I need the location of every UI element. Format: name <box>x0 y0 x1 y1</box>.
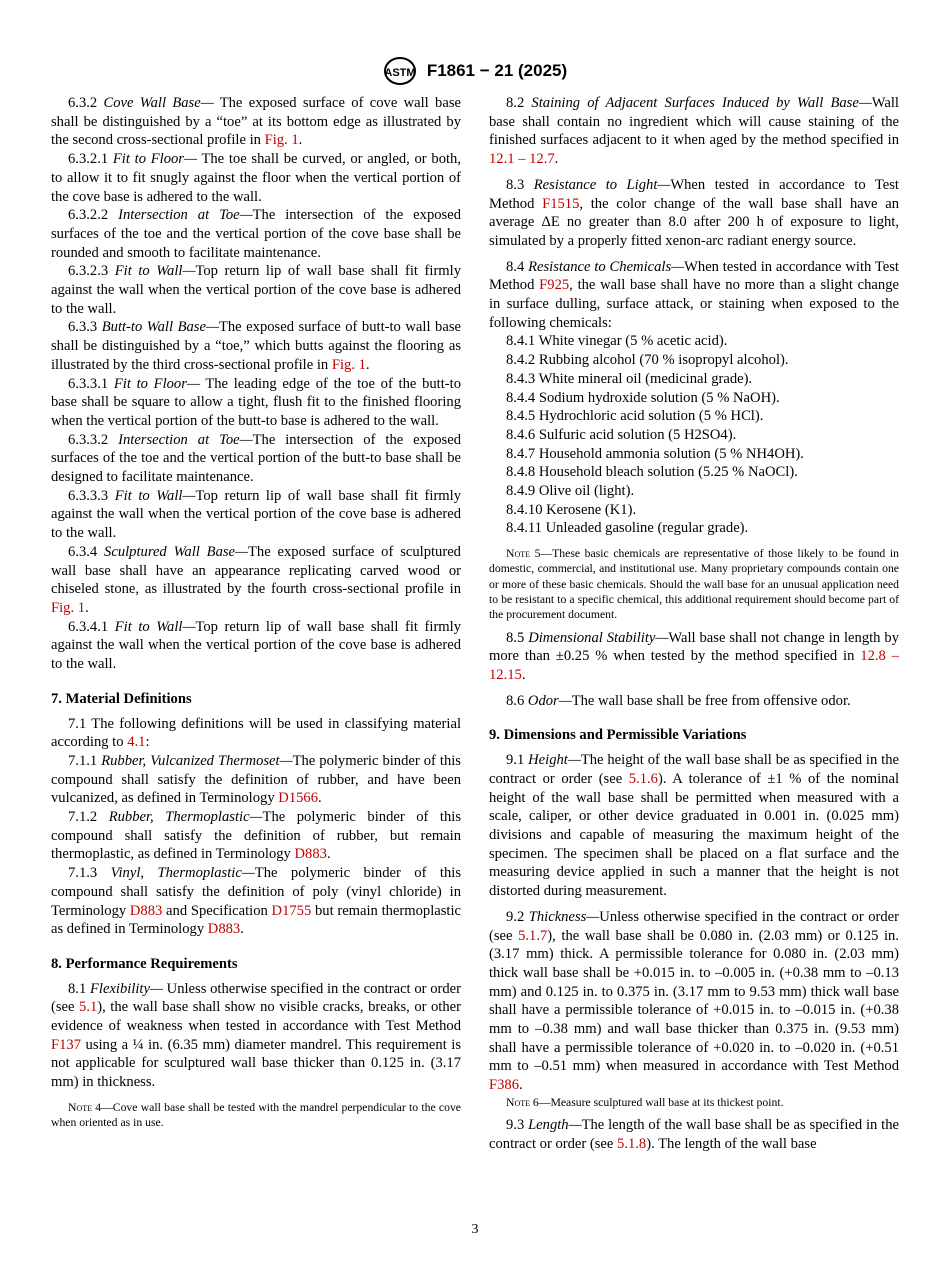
section-9-heading: 9. Dimensions and Permissible Variations <box>489 727 747 744</box>
note-6: Note 6—Measure sculptured wall base at its thickest point. <box>506 1095 784 1109</box>
section-8-2: 8.2 Staining of Adjacent Surfaces Induced by Wall Base—Wall base shall contain no ingredient which will cause staining of the finished surfaces adjacent to it when aged by the method specified in 12.1 – 12.7. <box>489 95 899 168</box>
chemical-item: 8.4.5 Hydrochloric acid solution (5 % HCl). <box>506 408 764 425</box>
f1515-link[interactable]: F1515 <box>542 195 580 212</box>
section-8-1: 8.1 Flexibility— Unless otherwise specified in the contract or order (see 5.1), the wall base shall show no visible cracks, breaks, or other evidence of weakness when tested in accordance with Test Method F137 using a ¼ in. (6.35 mm) diameter mandrel. This requirement is not applicable for sculptured wall base thicker than 0.125 in. (3.17 mm) in thickness. <box>51 980 461 1091</box>
chemical-item: 8.4.3 White mineral oil (medicinal grade). <box>506 370 753 387</box>
d1566-link[interactable]: D1566 <box>278 790 319 807</box>
section-4-1-link[interactable]: 4.1 <box>127 734 146 751</box>
chemical-item: 8.4.4 Sodium hydroxide solution (5 % NaOH). <box>506 389 780 406</box>
section-8-6: 8.6 Odor—The wall base shall be free from offensive odor. <box>506 692 851 709</box>
section-7-1-1: 7.1.1 Rubber, Vulcanized Thermoset—The polymeric binder of this compound shall satisfy the definition of rubber, and have been vulcanized, as defined in Terminology D1566. <box>51 752 461 807</box>
section-8-heading: 8. Performance Requirements <box>51 955 238 972</box>
section-8-3: 8.3 Resistance to Light—When tested in accordance to Test Method F1515, the color change of the wall base shall have an average ΔE no greater than 8.0 after 200 h of exposure to light, simulated by a properly fitted xenon-arc radiant energy source. <box>489 176 899 249</box>
page-number: 3 <box>471 1222 479 1237</box>
section-6-3-4: 6.3.4 Sculptured Wall Base—The exposed surface of sculptured wall base shall have an appearance replicating carved wood or chiseled stone, as illustrated by the fourth cross-sectional profile in Fig. 1. <box>51 543 461 616</box>
right-column <box>489 94 899 1154</box>
f925-link[interactable]: F925 <box>539 277 570 294</box>
left-column <box>51 94 461 1136</box>
section-7-heading: 7. Material Definitions <box>51 690 192 707</box>
standard-designation: F1861 − 21 (2025) <box>426 61 568 80</box>
section-5-1-7-link[interactable]: 5.1.7 <box>518 927 548 944</box>
section-8-4: 8.4 Resistance to Chemicals—When tested in accordance with Test Method F925, the wall base shall have no more than a slight change in surface dulling, surface attack, or staining when exposed to the following chemicals: <box>489 258 899 331</box>
chemical-item: 8.4.10 Kerosene (K1). <box>506 501 637 518</box>
chemical-item: 8.4.11 Unleaded gasoline (regular grade). <box>506 520 749 537</box>
chemical-item: 8.4.6 Sulfuric acid solution (5 H2SO4). <box>506 426 737 443</box>
svg-text:ASTM: ASTM <box>384 67 416 79</box>
chemical-item: 8.4.9 Olive oil (light). <box>506 483 635 500</box>
d883-link[interactable]: D883 <box>129 902 163 919</box>
section-6-3-2: 6.3.2 Cove Wall Base— The exposed surface of cove wall base shall be distinguished by a “toe” at its bottom edge as illustrated by the second cross-sectional profile in Fig. 1. <box>51 95 461 149</box>
section-6-3-2-3: 6.3.2.3 Fit to Wall—Top return lip of wall base shall fit firmly against the wall when the vertical portion of the cove base is adhered to the wall. <box>51 263 462 317</box>
d1755-link[interactable]: D1755 <box>271 902 312 919</box>
section-6-3-3: 6.3.3 Butt-to Wall Base—The exposed surface of butt-to wall base shall be distinguished by a “toe,” which butts against the flooring as illustrated by the third cross-sectional profile in Fig. 1. <box>51 319 461 373</box>
section-7-1-3: 7.1.3 Vinyl, Thermoplastic—The polymeric binder of this compound shall satisfy the definition of poly (vinyl chloride) in Terminology D883 and Specification D1755 but remain thermoplastic as defined in Terminology D883. <box>51 865 461 938</box>
section-6-3-4-1: 6.3.4.1 Fit to Wall—Top return lip of wall base shall fit firmly against the wall when the vertical portion of the cove base is adhered to the wall. <box>51 618 462 673</box>
section-9-3: 9.3 Length—The length of the wall base shall be as specified in the contract or order (see 5.1.8). The length of the wall base <box>489 1117 899 1152</box>
section-5-1-6-link[interactable]: 5.1.6 <box>628 770 658 787</box>
note-5: Note 5—These basic chemicals are representative of those likely to be found in domestic, commercial, and institutional use. Many proprietary compounds contain one or more of these basic chemicals. Should the wall base for an unusual application need to be resistant to a specific chemical, this additional requirement should become part of the procurement document. <box>489 547 899 622</box>
chemical-item: 8.4.7 Household ammonia solution (5 % NH4OH). <box>506 445 804 462</box>
d883-link[interactable]: D883 <box>207 921 241 938</box>
section-6-3-2-1: 6.3.2.1 Fit to Floor— The toe shall be curved, or angled, or both, to allow it to fit snugly against the floor when the vertical portion of the cove base is adhered to the wall. <box>51 151 462 205</box>
section-8-5: 8.5 Dimensional Stability—Wall base shall not change in length by more than ±0.25 % when tested by the method specified in 12.8 – 12.15. <box>489 629 900 684</box>
fig-1-link[interactable]: Fig. 1 <box>51 599 86 616</box>
section-12-8-12-15-link[interactable]: 12.8 – 12.15 <box>489 648 900 684</box>
chemical-item: 8.4.1 White vinegar (5 % acetic acid). <box>506 333 728 350</box>
section-6-3-3-3: 6.3.3.3 Fit to Wall—Top return lip of wall base shall fit firmly against the wall when the vertical portion of the cove base is adhered to the wall. <box>51 487 462 542</box>
chemical-item: 8.4.8 Household bleach solution (5.25 % NaOCl). <box>506 464 798 481</box>
fig-1-link[interactable]: Fig. 1 <box>264 132 299 149</box>
chemical-item: 8.4.2 Rubbing alcohol (70 % isopropyl alcohol). <box>506 352 789 369</box>
section-6-3-3-1: 6.3.3.1 Fit to Floor— The leading edge of the toe of the butt-to base shall be square to allow a tight, flush fit to the finished flooring when the vertical portion of the butt-to base is adhered to the wall. <box>51 375 461 429</box>
section-6-3-2-2: 6.3.2.2 Intersection at Toe—The intersection of the exposed surfaces of the toe and the vertical portion of the cove base shall be rounded and smooth to facilitate maintenance. <box>51 207 462 261</box>
section-6-3-3-2: 6.3.3.2 Intersection at Toe—The intersection of the exposed surfaces of the toe and the vertical portion of the butt-to base shall be designed to facilitate maintenance. <box>51 431 462 486</box>
fig-1-link[interactable]: Fig. 1 <box>331 356 366 373</box>
astm-logo-icon <box>383 56 417 86</box>
note-4: Note 4—Cove wall base shall be tested with the mandrel perpendicular to the cove when oriented as in use. <box>51 1100 461 1130</box>
d883-link[interactable]: D883 <box>294 846 327 863</box>
section-9-2: 9.2 Thickness—Unless otherwise specified in the contract or order (see 5.1.7), the wall base shall be 0.080 in. (2.03 mm) or 0.125 in. (3.17 mm) thick. A permissible tolerance for 0.080 in. (2.03 mm) thick wall base shall be +0.015 in. to –0.005 in. (+0.38 mm to –0.13 mm) and 0.125 in. to 0.375 in. (3.17 mm to 9.53 mm) thick wall base shall have a permissible tolerance of +0.015 in. to –0.015 in. (+0.38 mm to –0.38 mm) and wall base thicker than 0.375 in. (9.53 mm) shall have a permissible tolerance of +0.020 in. to –0.020 in. (+0.51 mm to –0.51 mm) when measured in accordance with Test Method F386. <box>489 908 899 1094</box>
section-12-1-12-7-link[interactable]: 12.1 – 12.7 <box>489 151 555 168</box>
f386-link[interactable]: F386 <box>489 1077 520 1094</box>
section-7-1-2: 7.1.2 Rubber, Thermoplastic—The polymeric binder of this compound shall satisfy the definition of rubber, but remain thermoplastic, as defined in Terminology D883. <box>51 809 461 863</box>
section-7-1: 7.1 The following definitions will be used in classifying material according to 4.1: <box>51 715 462 751</box>
f137-link[interactable]: F137 <box>51 1036 82 1053</box>
section-5-1-8-link[interactable]: 5.1.8 <box>617 1135 647 1152</box>
section-5-1-link[interactable]: 5.1 <box>79 999 98 1016</box>
section-9-1: 9.1 Height—The height of the wall base shall be as specified in the contract or order (see 5.1.6). A tolerance of ±1 % of the nominal height of the wall base shall be permitted when measured with a scale, caliper, or other device graduated in 0.001 in. (0.025 mm) divisions and capable of measuring the maximum height of the specimen. The specimen shall be placed on a flat surface and the measuring device applied in such a manner that the height is not distorted during measurement. <box>489 752 899 900</box>
page-header <box>0 56 950 86</box>
